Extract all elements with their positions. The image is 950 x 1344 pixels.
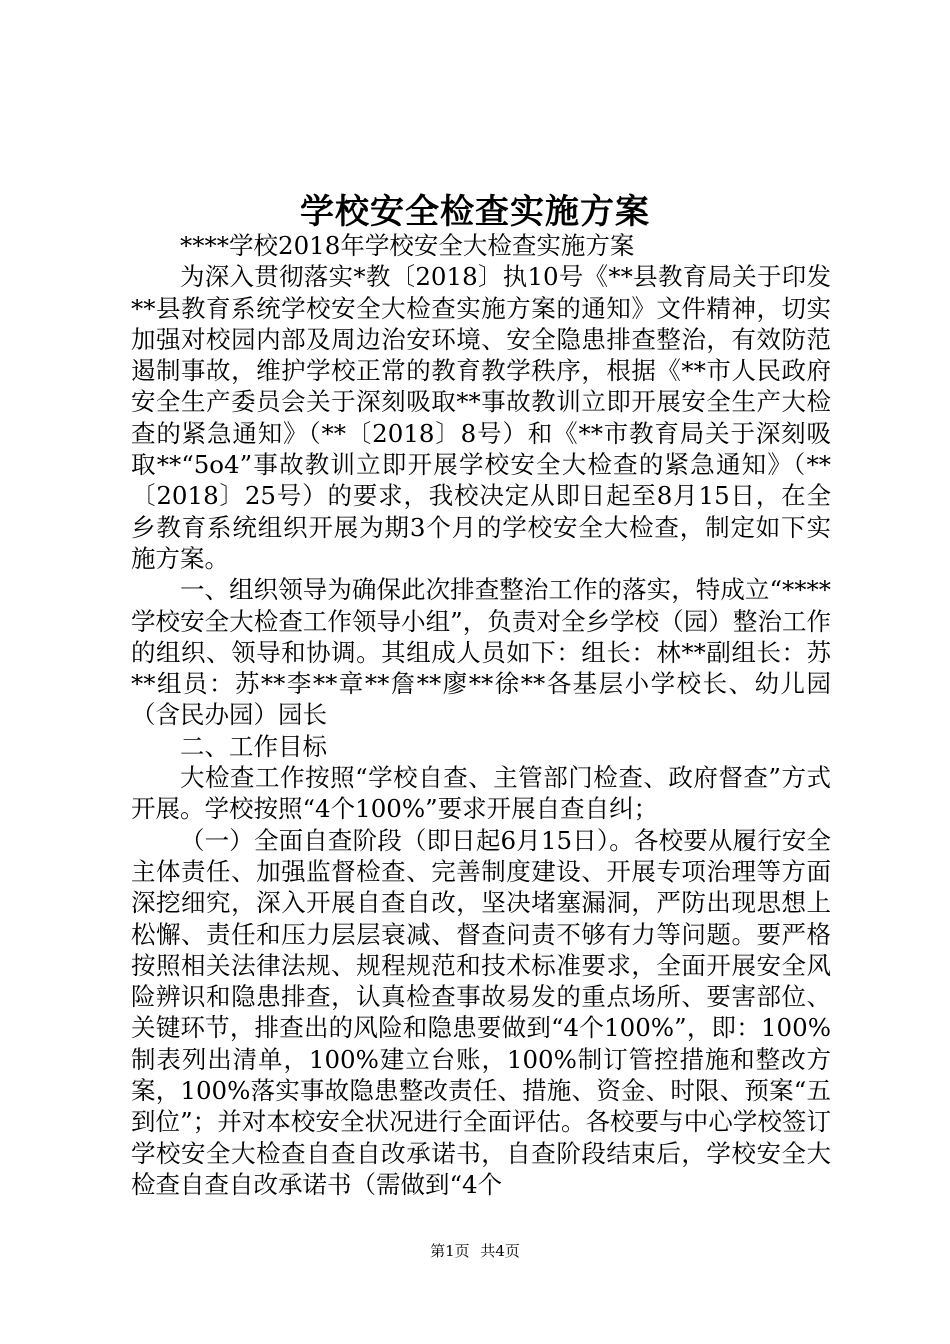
section-heading: 二、工作目标 [180, 731, 327, 761]
organization-paragraph: 一、组织领导为确保此次排查整治工作的落实，特成立“****学校安全大检查工作领导小组”，负责对全乡学校（园）整治工作的组织、领导和协调。其组成人员如下：组长：林**副组长：苏**组员：苏**李**章**詹**廖**徐**各基层小学校长、幼儿园（含民办园）园长 [131, 575, 831, 730]
page-total: 共4页 [480, 1242, 520, 1260]
document-title: 学校安全检查实施方案 [300, 192, 650, 232]
page-footer [0, 1240, 950, 1261]
goal-paragraph: 大检查工作按照“学校自查、主管部门检查、政府督查”方式开展。学校按照“4个100%”要求开展自查自纠； [131, 763, 831, 824]
page-number: 第1页 [430, 1242, 470, 1260]
subtitle-paragraph: ****学校2018年学校安全大检查实施方案 [180, 231, 635, 260]
intro-paragraph: 为深入贯彻落实*教〔2018〕执10号《**县教育局关于印发**县教育系统学校安全大检查实施方案的通知》文件精神，切实加强对校园内部及周边治安环境、安全隐患排查整治，有效防范遏制事故，维护学校正常的教育教学秩序，根据《**市人民政府安全生产委员会关于深刻吸取**事故教训立即开展安全生产大检查的紧急通知》（**〔2018〕8号）和《**市教育局关于深刻吸取**“5o4”事故教训立即开展学校安全大检查的紧急通知》（**〔2018〕25号）的要求，我校决定从即日起至8月15日，在全乡教育系统组织开展为期3个月的学校安全大检查，制定如下实施方案。 [131, 262, 831, 573]
document-body [131, 230, 831, 1200]
self-check-paragraph: （一）全面自查阶段（即日起6月15日）。各校要从履行安全主体责任、加强监督检查、完善制度建设、开展专项治理等方面深挖细究，深入开展自查自改，坚决堵塞漏洞，严防出现思想上松懈、责任和压力层层衰减、督查问责不够有力等问题。要严格按照相关法律法规、规程规范和技术标准要求，全面开展安全风险辨识和隐患排查，认真检查事故易发的重点场所、要害部位、关键环节，排查出的风险和隐患要做到“4个100%”，即：100%制表列出清单，100%建立台账，100%制订管控措施和整改方案，100%落实事故隐患整改责任、措施、资金、时限、预案“五到位”；并对本校安全状况进行全面评估。各校要与中心学校签订学校安全大检查自查自改承诺书，自查阶段结束后，学校安全大检查自查自改承诺书（需做到“4个 [131, 825, 831, 1199]
